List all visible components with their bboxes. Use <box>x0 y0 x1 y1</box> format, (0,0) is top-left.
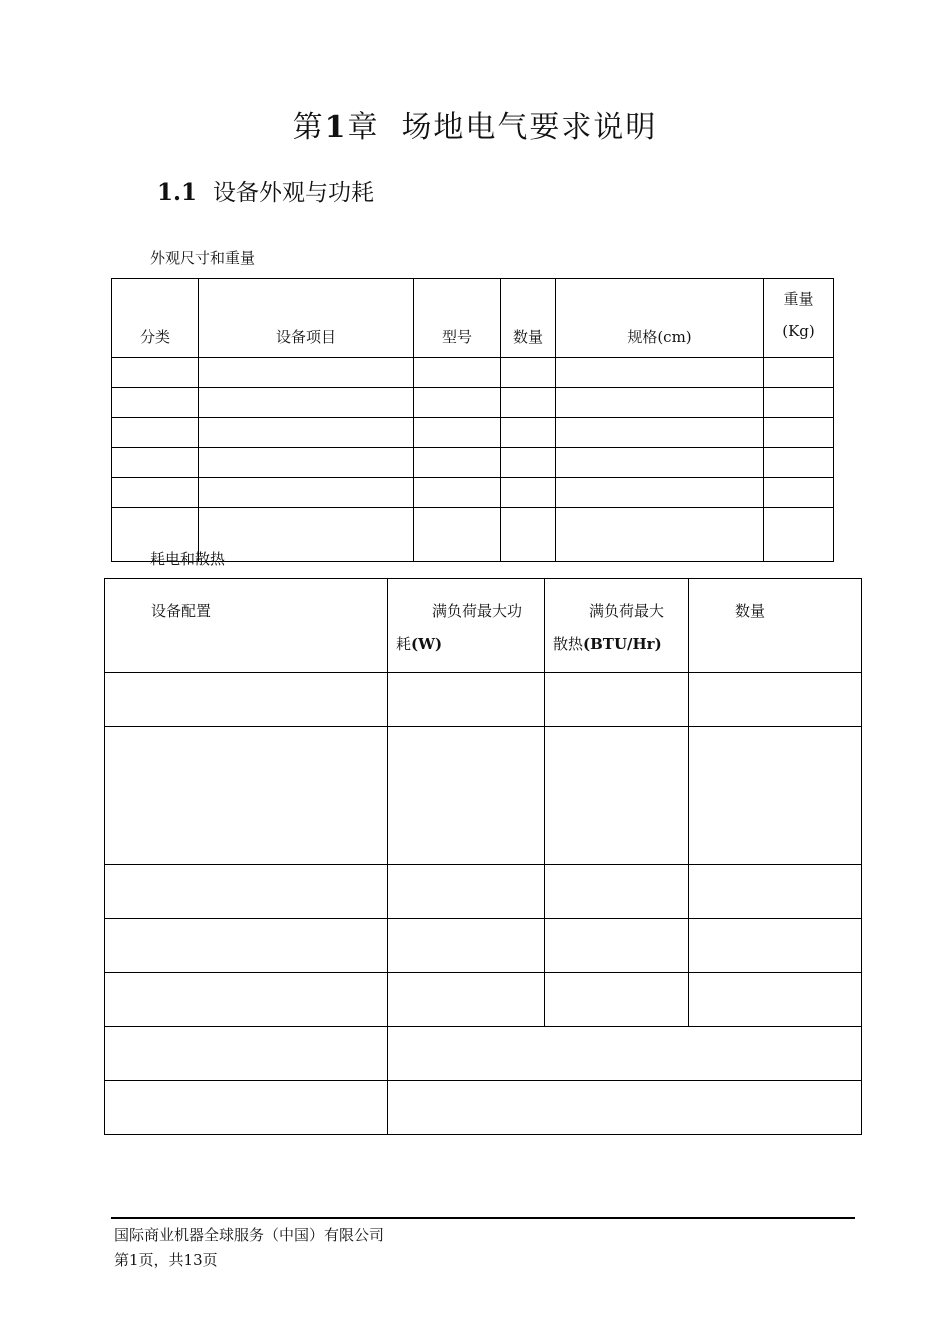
table-cell[interactable] <box>764 358 834 388</box>
table-row <box>105 727 862 865</box>
table-cell[interactable] <box>501 358 556 388</box>
dims-weight-table <box>111 278 834 562</box>
chapter-title-text: 场地电气要求说明 <box>401 110 658 145</box>
table-cell[interactable] <box>689 973 862 1027</box>
table-cell[interactable] <box>112 388 199 418</box>
table-cell[interactable] <box>105 1027 388 1081</box>
table-cell[interactable] <box>501 388 556 418</box>
table-cell[interactable] <box>545 865 689 919</box>
table-cell[interactable] <box>556 358 764 388</box>
table-cell[interactable] <box>112 418 199 448</box>
section-title-text: 设备外观与功耗 <box>213 180 375 206</box>
table-cell[interactable] <box>764 418 834 448</box>
table-cell[interactable] <box>105 727 388 865</box>
table-cell[interactable] <box>414 508 501 562</box>
table-cell[interactable] <box>388 973 545 1027</box>
table-cell[interactable] <box>764 478 834 508</box>
table-cell[interactable] <box>545 919 689 973</box>
table-cell[interactable] <box>689 865 862 919</box>
header-weight-line1: 重量 <box>783 290 814 308</box>
table-cell[interactable] <box>414 358 501 388</box>
footer-divider <box>111 1217 855 1219</box>
header-model: 型号 <box>414 279 501 358</box>
table-cell[interactable] <box>388 673 545 727</box>
header-power-line2a: 耗 <box>396 635 412 653</box>
table-row <box>112 478 834 508</box>
table-cell[interactable] <box>689 727 862 865</box>
table-cell[interactable] <box>414 388 501 418</box>
chapter-number: 1 <box>324 110 348 145</box>
table-cell[interactable] <box>545 727 689 865</box>
table-cell[interactable] <box>105 865 388 919</box>
header-config: 设备配置 <box>105 579 388 673</box>
table-cell[interactable] <box>689 673 862 727</box>
header-power-unit: (W) <box>411 635 443 653</box>
table-cell[interactable] <box>501 448 556 478</box>
power-table-caption: 耗电和散热 <box>150 550 226 568</box>
table-cell[interactable] <box>199 448 414 478</box>
header-weight <box>764 279 834 358</box>
table-row <box>105 1081 862 1135</box>
header-weight-line2: (Kg) <box>782 322 815 340</box>
table-cell[interactable] <box>112 358 199 388</box>
header-category: 分类 <box>112 279 199 358</box>
table-cell[interactable] <box>112 478 199 508</box>
table-cell[interactable] <box>105 919 388 973</box>
table-row <box>105 919 862 973</box>
header-heat-line1: 满负荷最大 <box>589 602 665 620</box>
footer-page-number: 第1页，共13页 <box>114 1251 218 1269</box>
table-cell[interactable] <box>556 478 764 508</box>
table-row <box>105 1027 862 1081</box>
table-row <box>105 973 862 1027</box>
chapter-prefix: 第 <box>292 110 325 145</box>
header-power-line1: 满负荷最大功 <box>432 602 523 620</box>
header-qty: 数量 <box>689 579 862 673</box>
table-cell[interactable] <box>556 508 764 562</box>
header-item: 设备项目 <box>199 279 414 358</box>
table-cell[interactable] <box>199 508 414 562</box>
table-row <box>112 448 834 478</box>
table-row <box>112 358 834 388</box>
table-cell[interactable] <box>388 919 545 973</box>
footer-company: 国际商业机器全球服务（中国）有限公司 <box>114 1226 385 1244</box>
table-cell[interactable] <box>105 673 388 727</box>
table-cell[interactable] <box>501 508 556 562</box>
table-cell[interactable] <box>556 388 764 418</box>
table-row <box>105 673 862 727</box>
table-cell-merged[interactable] <box>388 1027 862 1081</box>
header-heat-line2a: 散热 <box>553 635 584 653</box>
dims-table-caption: 外观尺寸和重量 <box>150 249 256 267</box>
table-cell[interactable] <box>388 727 545 865</box>
table-cell[interactable] <box>501 418 556 448</box>
table-row <box>112 388 834 418</box>
table-cell[interactable] <box>112 448 199 478</box>
table-cell[interactable] <box>764 508 834 562</box>
table-cell[interactable] <box>414 478 501 508</box>
table-cell[interactable] <box>388 865 545 919</box>
table-cell[interactable] <box>556 418 764 448</box>
table-cell[interactable] <box>764 388 834 418</box>
chapter-suffix: 章 <box>347 110 380 145</box>
table-cell[interactable] <box>105 973 388 1027</box>
section-number: 1.1 <box>157 179 198 206</box>
section-title <box>157 174 374 207</box>
table-cell[interactable] <box>414 448 501 478</box>
chapter-title <box>0 102 950 146</box>
table-cell-merged[interactable] <box>388 1081 862 1135</box>
table-cell[interactable] <box>556 448 764 478</box>
header-spec: 规格(cm) <box>556 279 764 358</box>
table-cell[interactable] <box>105 1081 388 1135</box>
table-cell[interactable] <box>545 673 689 727</box>
header-heat-unit: (BTU/Hr) <box>583 635 662 653</box>
table-cell[interactable] <box>414 418 501 448</box>
header-qty: 数量 <box>501 279 556 358</box>
table-header-row <box>112 279 834 358</box>
table-cell[interactable] <box>545 973 689 1027</box>
table-cell[interactable] <box>199 478 414 508</box>
power-heat-table <box>104 578 862 1135</box>
table-row <box>105 865 862 919</box>
table-cell[interactable] <box>501 478 556 508</box>
header-heat <box>545 579 689 673</box>
table-cell[interactable] <box>199 388 414 418</box>
table-cell[interactable] <box>764 448 834 478</box>
table-cell[interactable] <box>199 418 414 448</box>
header-power <box>388 579 545 673</box>
table-cell[interactable] <box>689 919 862 973</box>
table-cell[interactable] <box>199 358 414 388</box>
table-row <box>112 418 834 448</box>
table-header-row <box>105 579 862 673</box>
